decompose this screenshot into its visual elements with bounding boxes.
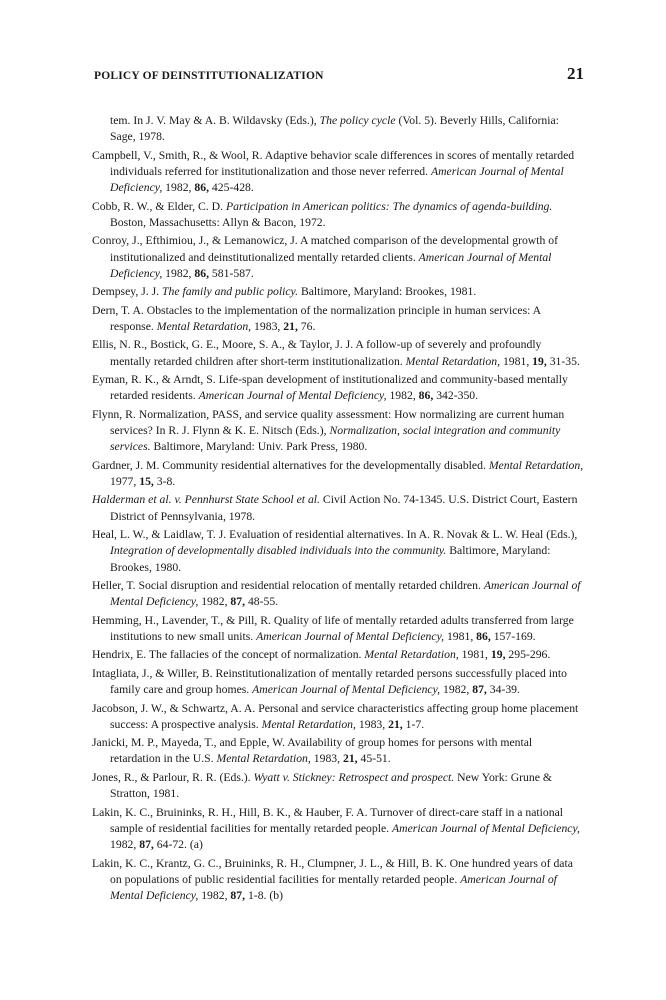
reference-entry bbox=[92, 303, 584, 336]
reference-title: Mental Retardation, bbox=[405, 354, 501, 368]
reference-title: Mental Retardation, bbox=[156, 319, 252, 333]
reference-entry bbox=[92, 458, 584, 491]
reference-entry bbox=[92, 613, 584, 646]
reference-text: 1983, bbox=[251, 319, 284, 333]
reference-text: 1983, bbox=[355, 717, 389, 731]
reference-text: 1983, bbox=[310, 752, 343, 766]
reference-title: American Journal of Mental Deficiency, bbox=[392, 821, 580, 835]
reference-text: Eyman, R. K., & Arndt, S. Life-span development of institutionalized and community-based mentally retarded residents. bbox=[92, 373, 568, 403]
reference-entry bbox=[92, 407, 584, 456]
reference-volume: 21, bbox=[388, 717, 403, 731]
reference-text: 1982, bbox=[386, 389, 419, 403]
reference-text: 425-428. bbox=[209, 181, 254, 195]
reference-title: American Journal of Mental Deficiency, bbox=[110, 250, 552, 280]
reference-text: Baltimore, Maryland: Brookes, 1981. bbox=[298, 285, 477, 299]
reference-title: American Journal of Mental Deficiency, bbox=[110, 164, 564, 195]
reference-title: Mental Retardation, bbox=[261, 717, 356, 731]
reference-volume: 21, bbox=[342, 752, 358, 766]
reference-title: American Journal of Mental Deficiency, bbox=[252, 683, 441, 697]
reference-entry bbox=[92, 647, 584, 663]
reference-text: 1982, bbox=[110, 838, 140, 852]
reference-title: American Journal of Mental Deficiency, bbox=[198, 389, 387, 403]
reference-entry bbox=[92, 113, 584, 146]
reference-text: 3-8. bbox=[153, 474, 176, 488]
reference-text: Conroy, J., Efthimiou, J., & Lemanowicz, J. A matched comparison of the developmental growth of institutionalized and deinstitutionalized mentally retarded clients. bbox=[92, 234, 558, 264]
reference-text: Gardner, J. M. Community residential alternatives for the developmentally disabled. bbox=[92, 458, 489, 472]
reference-entry bbox=[92, 492, 584, 525]
reference-entry bbox=[92, 148, 584, 197]
reference-title: Participation in American politics: The dynamics of agenda-building. bbox=[225, 199, 553, 213]
page-header bbox=[94, 64, 584, 88]
reference-text: Lakin, K. C., Krantz, G. C., Bruininks, R. H., Clumpner, J. L., & Hill, B. K. One hundred years of data on populations of public residential facilities for mentally retarded people. bbox=[92, 856, 573, 886]
reference-entry bbox=[92, 856, 584, 905]
reference-text: Civil Action No. 74-1345. U.S. District Court, Eastern District of Pennsylvania, 1978. bbox=[110, 493, 578, 523]
reference-text: 581-587. bbox=[209, 266, 254, 280]
reference-text: Boston, Massachusetts: Allyn & Bacon, 1972. bbox=[110, 215, 326, 229]
reference-text: Dern, T. A. Obstacles to the implementation of the normalization principle in human services: A response. bbox=[92, 303, 541, 333]
reference-text: Intagliata, J., & Willer, B. Reinstitutionalization of mentally retarded persons successfully placed into family care and group homes. bbox=[92, 666, 567, 697]
reference-entry bbox=[92, 578, 584, 611]
reference-volume: 86, bbox=[194, 181, 209, 195]
reference-text: 1-7. bbox=[402, 717, 425, 731]
reference-entry bbox=[92, 284, 584, 300]
reference-volume: 86, bbox=[476, 629, 491, 643]
reference-text: 1982, bbox=[198, 595, 231, 609]
reference-text: New York: Grune & Stratton, 1981. bbox=[110, 770, 552, 801]
reference-volume: 87, bbox=[139, 838, 154, 852]
reference-text: Janicki, M. P., Mayeda, T., and Epple, W. Availability of group homes for persons with mental retardation in the U.S. bbox=[92, 736, 533, 766]
reference-text: Heller, T. Social disruption and residential relocation of mentally retarded children. bbox=[92, 579, 484, 592]
reference-volume: 19, bbox=[532, 354, 547, 368]
reference-volume: 86, bbox=[194, 266, 209, 280]
reference-title: Wyatt v. Stickney: Retrospect and prospect. bbox=[253, 770, 455, 784]
reference-text: Ellis, N. R., Bostick, G. E., Moore, S. A., & Taylor, J. J. A follow-up of severely and profoundly mentally retarded children after short-term institutionalization. bbox=[92, 338, 542, 368]
reference-entry bbox=[92, 372, 584, 405]
reference-entry bbox=[92, 805, 584, 854]
reference-text: Baltimore, Maryland: Brookes, 1980. bbox=[110, 544, 551, 574]
reference-volume: 87, bbox=[230, 889, 246, 902]
reference-volume: 87, bbox=[472, 683, 487, 697]
reference-text: Hendrix, E. The fallacies of the concept of normalization. bbox=[92, 648, 365, 662]
reference-title: Mental Retardation, bbox=[216, 752, 311, 766]
reference-title: Mental Retardation, bbox=[364, 648, 459, 662]
reference-text: 1982, bbox=[162, 266, 195, 280]
reference-entry bbox=[92, 233, 584, 282]
reference-text: 34-39. bbox=[486, 683, 520, 697]
reference-text: 76. bbox=[297, 319, 316, 333]
reference-text: 48-55. bbox=[245, 595, 279, 609]
reference-volume: 19, bbox=[490, 648, 506, 662]
reference-text: (Vol. 5). Beverly Hills, California: Sage, 1978. bbox=[110, 114, 559, 144]
reference-text: 1981, bbox=[500, 354, 533, 368]
reference-text: Baltimore, Maryland: Univ. Park Press, 1980. bbox=[150, 440, 368, 454]
reference-title: American Journal of Mental Deficiency, bbox=[256, 629, 445, 643]
page-number: 21 bbox=[567, 64, 584, 83]
reference-title: Halderman et al. v. Pennhurst State School et al. bbox=[92, 493, 320, 507]
reference-text: 31-35. bbox=[546, 354, 580, 368]
reference-volume: 21, bbox=[283, 319, 298, 333]
reference-text: Cobb, R. W., & Elder, C. D. bbox=[92, 199, 226, 213]
reference-title: Integration of developmentally disabled individuals into the community. bbox=[110, 544, 447, 558]
reference-entry bbox=[92, 735, 584, 768]
reference-text: 342-350. bbox=[433, 389, 479, 403]
reference-title: Normalization, social integration and community services. bbox=[110, 424, 561, 454]
reference-text: Lakin, K. C., Bruininks, R. H., Hill, B. K., & Hauber, F. A. Turnover of direct-care staff in a national sample of residential facilities for mentally retarded people. bbox=[92, 805, 564, 835]
reference-text: 1977, bbox=[110, 474, 140, 488]
reference-text: 1-8. (b) bbox=[245, 889, 284, 902]
reference-text: 157-169. bbox=[490, 629, 536, 643]
reference-title: The family and public policy. bbox=[162, 285, 299, 299]
reference-text: Campbell, V., Smith, R., & Wool, R. Adaptive behavior scale differences in scores of mentally retarded individuals referred for institutionalization and those never referred. bbox=[92, 148, 575, 178]
reference-title: Mental Retardation, bbox=[488, 458, 584, 472]
reference-text: 1982, bbox=[440, 683, 473, 697]
reference-text: Dempsey, J. J. bbox=[92, 285, 163, 299]
reference-text: Jones, R., & Parlour, R. R. (Eds.). bbox=[92, 770, 254, 784]
reference-entry bbox=[92, 770, 584, 803]
reference-volume: 86, bbox=[418, 389, 434, 403]
reference-text: Flynn, R. Normalization, PASS, and service quality assessment: How normalizing are current human services? In R. J. Flynn & K. E. Nitsch (Eds.), bbox=[92, 407, 565, 437]
reference-text: 295-296. bbox=[505, 648, 551, 662]
reference-entry bbox=[92, 337, 584, 370]
running-head: POLICY OF DEINSTITUTIONALIZATION bbox=[94, 70, 324, 82]
reference-title: American Journal of Mental Deficiency, bbox=[110, 579, 581, 609]
reference-text: Hemming, H., Lavender, T., & Pill, R. Quality of life of mentally retarded adults transferred from large institutions to new small units. bbox=[92, 613, 574, 643]
reference-entry bbox=[92, 666, 584, 699]
reference-title: American Journal of Mental Deficiency, bbox=[110, 872, 557, 902]
reference-text: 45-51. bbox=[357, 752, 391, 766]
reference-text: Jacobson, J. W., & Schwartz, A. A. Personal and service characteristics affecting group home placement success: A prospective analysis. bbox=[92, 701, 579, 731]
reference-text: 1981, bbox=[458, 648, 491, 662]
reference-title: The policy cycle bbox=[319, 114, 396, 127]
reference-entry bbox=[92, 199, 584, 232]
reference-text: 1982, bbox=[162, 181, 195, 195]
reference-entry bbox=[92, 527, 584, 576]
reference-text: Heal, L. W., & Laidlaw, T. J. Evaluation of residential alternatives. In A. R. Novak & L. W. Heal (Eds.), bbox=[92, 528, 578, 542]
reference-volume: 15, bbox=[139, 474, 154, 488]
reference-volume: 87, bbox=[230, 595, 246, 609]
reference-text: 1982, bbox=[198, 889, 231, 902]
reference-text: 64-72. (a) bbox=[153, 838, 203, 852]
reference-list bbox=[92, 113, 584, 906]
reference-entry bbox=[92, 701, 584, 734]
reference-text: tem. In J. V. May & A. B. Wildavsky (Eds.), bbox=[110, 114, 320, 127]
reference-text: 1981, bbox=[444, 629, 477, 643]
